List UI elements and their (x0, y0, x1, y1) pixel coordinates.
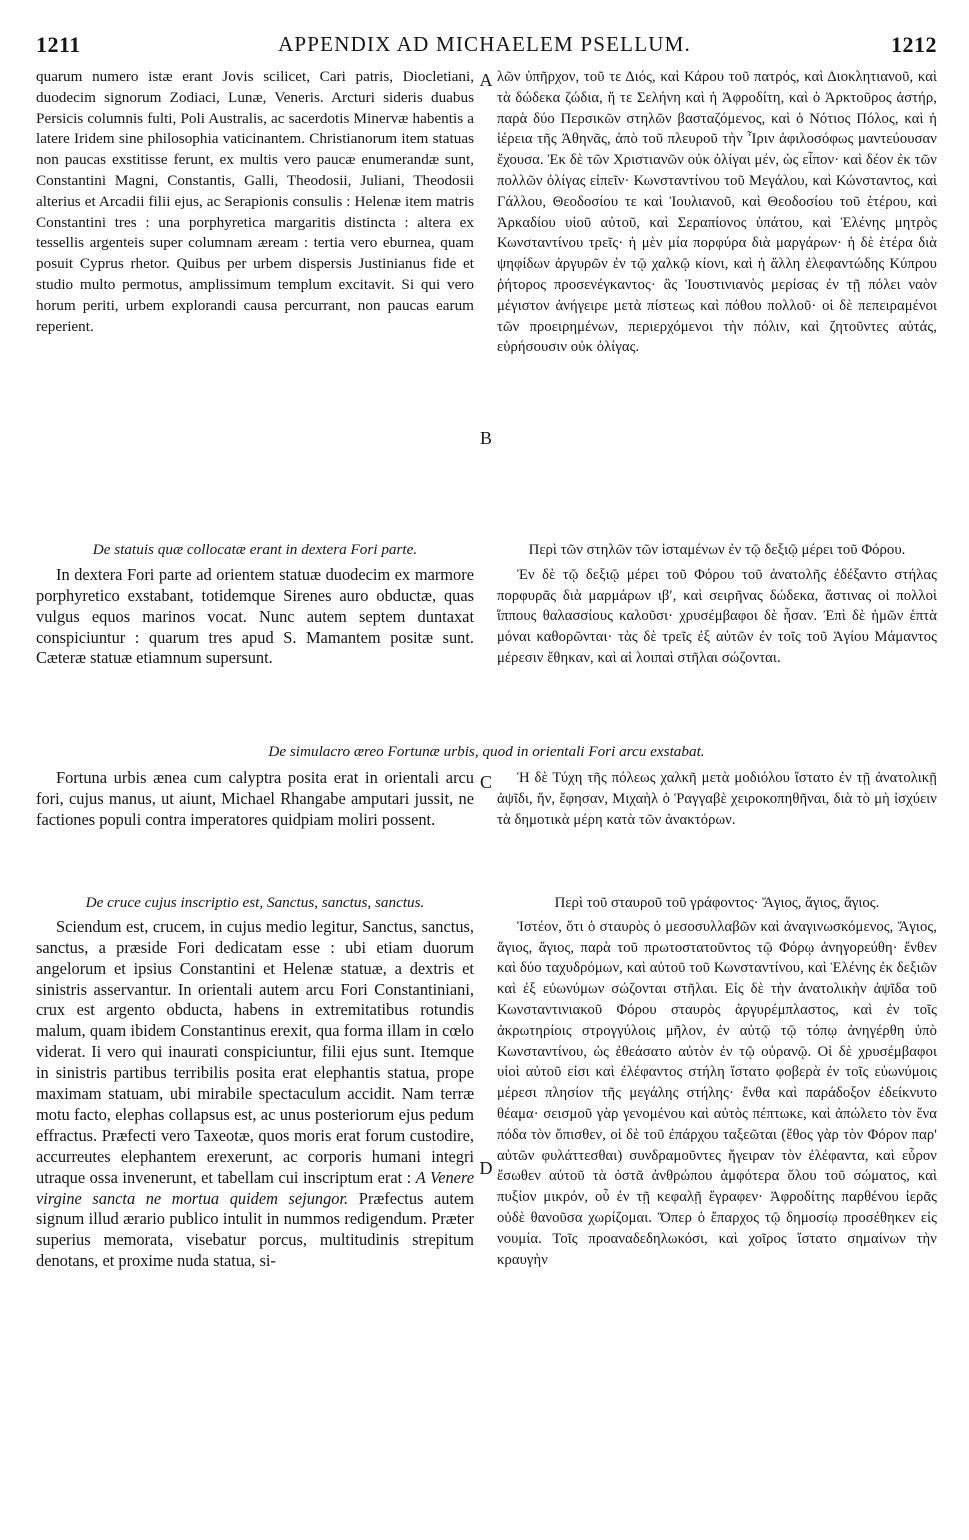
section-heading-greek: Περὶ τοῦ σταυροῦ τοῦ γράφοντος· Ἅγιος, ἅγιος, ἅγιος. (554, 895, 880, 911)
greek-paragraph: λῶν ὑπῆρχον, τοῦ τε Διός, καὶ Κάρου τοῦ πατρός, καὶ Διοκλητιανοῦ, καὶ τὰ δώδεκα ζώδια, ἥ τε Σελήνη καὶ ἡ Ἀφροδίτη, καὶ ὁ Ἀρκτοῦρος ἀστήρ, παρὰ δύο Περσικῶν στηλῶν βασταζόμενος, καὶ ὁ Νότιος Πόλος, καὶ ἡ ἱέρεια τῆς Ἀθηνᾶς, ἀπὸ τοῦ πλευροῦ τὴν Ἶριν ἀφιλοσόφως μαντεύουσαν ἔχουσα. Ἐκ δὲ τῶν Χριστιανῶν οὐκ ὀλίγαι μέν, ὡς εἶπον· καὶ δέον ἐκ τῶν πολλῶν ὀλίγας εἰπεῖν· Κωνσταντίνου τοῦ Μεγάλου, καὶ Κώνσταντος, καὶ Γάλλου, Θεοδοσίου τε καὶ Ἰουλιανοῦ, καὶ Θεοδοσίου τοῦ ἑτέρου, καὶ Ἀρκαδίου υἱοῦ αὐτοῦ, καὶ Σεραπίονος ὑπάτου, καὶ Ἑλένης μητρὸς Κωνσταντίνου τρεῖς· ἡ μὲν μία πορφύρα διὰ μαργάρων· ἡ δὲ ἑτέρα διὰ ψηφίδων ἀργυρῶν ἐν τῷ χαλκῷ κίονι, καὶ ἡ ἄλλη ἐλεφαντώδης Κύπρου ῥήτορος προσενέγκαντος· ἃς Ἰουστινιανὸς μερίσας ἐν τῇ πόλει ναὸν μέγιστον ἀνήγειρε μετὰ πίστεως καὶ πόθου πολλοῦ· οἱ δὲ πεπειραμένοι τῶν προειρημένων, περιερχόμενοι τὴν πόλιν, καὶ ζητοῦντες αὐτάς, εὑρήσουσιν οὐκ ὀλίγας. (497, 69, 937, 356)
latin-column-section-4 (36, 893, 474, 1272)
greek-column-section-1 (497, 67, 937, 358)
margin-marker-d: D (479, 1158, 493, 1178)
greek-column-section-3 (497, 768, 937, 830)
latin-column-section-2 (36, 540, 474, 669)
greek-paragraph: Ἐν δὲ τῷ δεξιῷ μέρει τοῦ Φόρου τοῦ ἀνατολῆς ἐδέξαντο στήλας πορφυρᾶς διὰ μαρμάρων ιβʹ, καὶ σειρῆνας δώδεκα, ἅστινας οἱ πολλοὶ ἵππους θαλασσίους καλοῦσι· χρυσέμβαφοι δὲ ἦσαν. Ἐπὶ δὲ ἡμῶν ἑπτὰ μόναι καθορῶνται· τὰς δὲ τρεῖς ἐξ αὐτῶν ἐν τοῖς τοῦ Ἁγίου Μάμαντος μέρεσιν ἔθηκαν, καὶ αἱ λοιπαὶ στῆλαι σώζονται. (497, 566, 937, 666)
latin-paragraph: Fortuna urbis ænea cum calyptra posita erat in orientali arcu fori, cujus manus, ut aiunt, Michael Rhangabe amputari jussit, ne factiones populi contra imperatores quidpiam moliri possent. (36, 768, 474, 829)
latin-paragraph: quarum numero istæ erant Jovis scilicet, Cari patris, Diocletiani, duodecim signorum Zodiaci, Lunæ, Veneris. Arcturi sideris duabus Persicis columnis fulti, Poli Australis, ac sacerdotis Minervæ habentis a latere Iridem sine philosophia vaticinantem. Christianorum item statuas non paucas exstitisse ferunt, ex multis vero paucæ enumerandæ sunt, Constantini Magni, Constantis, Galli, Theodosii, Juliani, Theodosii alterius et Arcadii filii ejus, ac Serapionis consulis : Helenæ item matris Constantini tres : una porphyretica margaritis distincta : altera ex tessellis argenteis super columnam æream : tertia vero eburnea, quam posuit Cyprus rhetor. Quibus per urbem dispersis Justinianus fide et studio multo permotus, amplissimum templum excitavit. Si qui vero horum periti, urbem explorandi causa percurrant, non paucas earum reperient. (36, 68, 474, 335)
section-heading-fortuna: De simulacro æreo Fortunæ urbis, quod in orientali Fori arcu exstabat. (268, 743, 705, 760)
latin-column-section-1 (36, 67, 474, 337)
latin-column-section-3 (36, 768, 474, 831)
greek-paragraph: Ἡ δὲ Τύχη τῆς πόλεως χαλκῆ μετὰ μοδιόλου ἵστατο ἐν τῇ ἀνατολικῇ ἀψῖδι, ἥν, ἔφησαν, Μιχαὴλ ὁ Ῥαγγαβὲ χειροκοπηθῆναι, διὰ τὸ μὴ ἰσχύειν τὰ δημοτικὰ μέρη κατὰ τῶν ἀνακτόρων. (497, 770, 937, 828)
page-header (0, 0, 969, 70)
running-title: APPENDIX AD MICHAELEM PSELLUM. (278, 32, 691, 56)
greek-column-section-4 (497, 893, 937, 1270)
latin-paragraph: In dextera Fori parte ad orientem statuæ duodecim ex marmore porphyretico exstabant, totidemque Sirenes auro obductæ, quas vulgus equos marinos vocat. Nunc autem septem duntaxat conspiciuntur : quarum tres apud S. Mamantem positæ sunt. Cæteræ statuæ etiamnum supersunt. (36, 564, 474, 668)
latin-paragraph (36, 917, 474, 1272)
page-number-right: 1212 (891, 32, 937, 57)
margin-marker-b: B (479, 428, 492, 448)
margin-marker-c: C (479, 772, 492, 792)
latin-inscription: A Venere virgine sancta ne mortua quidem sejungor. (36, 1167, 474, 1208)
section-heading-greek: Περὶ τῶν στηλῶν τῶν ἱσταμένων ἐν τῷ δεξιῷ μέρει τοῦ Φόρου. (528, 542, 906, 558)
latin-text-end: Præfectus autem signum illud ærario publico intulit in nummos redigendum. Præter superius memorata, visebatur porcus, multitudinis strepitum denotans, et proxime nuda statua, si- (36, 1188, 475, 1271)
latin-text: Sciendum est, crucem, in cujus medio legitur, Sanctus, sanctus, sanctus, a præside Fori dedicatam esse : ubi etiam duorum angelorum et ipsius Constantini et Helenæ statuæ, a dextris et sinistris asservantur. In orientali autem arcu Fori Constantiniani, crux est argento obducta, habens in extremitatibus rotundis malum, quam ibidem Constantinus erexit, qua forma illam in cœlo viderat. Ii vero qui inaurati conspiciuntur, filii ejus sunt. Itemque in sinistris partibus terribilis posita erat elephantis statua, prope maximam statuam, ubi mirabile spectaculum accidit. Nam terræ motu facto, elephas collapsus est, ac unus posteriorum ejus pedum effractus. Præfecti vero Taxeotæ, quos moris erat forum custodire, accurreutes elephantem erexerunt, ac corporis humani integri utraque ossa invenerunt, et tabellam cui inscriptum erat : (36, 916, 474, 1187)
section-heading-latin: De statuis quæ collocatæ erant in dextera Fori parte. (92, 541, 418, 558)
margin-marker-a: A (479, 70, 493, 90)
greek-paragraph: Ἰστέον, ὅτι ὁ σταυρὸς ὁ μεσοσυλλαβῶν καὶ ἀναγινωσκόμενος, Ἅγιος, ἅγιος, ἅγιος, παρὰ τοῦ πρωτοστατοῦντος τῷ Φόρῳ ἀνηγορεύθη· ἔνθεν καὶ δύο ταχυδρόμων, καὶ αὐτοῦ τοῦ Κωνσταντίνου, καὶ Ἑλένης ἐκ δεξιῶν καὶ ἐξ εὐωνύμων σώζονται στῆλαι. Εἰς δὲ τὴν ἀνατολικὴν ἀψῖδα τοῦ Κωνσταντινιακοῦ Φόρου σταυρὸς ἀργυρέμπλαστος, καὶ ἐν τοῖς ἀκρωτηρίοις στρογγύλοις μῆλον, ἐν αὐτῷ τῷ τόπῳ ἀνηγέρθη ὑπὸ Κωνσταντίνου, ὡς ἐθεάσατο αὐτὸν ἐν τῷ οὐρανῷ. Οἱ δὲ χρυσέμβαφοι υἱοὶ αὐτοῦ εἰσι καὶ ἐλέφαντος στήλη ἵστατο φοβερὰ ἐν τοῖς εὐωνύμοις μέρεσι πλησίον τῆς μεγάλης στήλης· ἔνθα καὶ παράδοξον ἐδείκνυτο θέαμα· σεισμοῦ γὰρ γενομένου καὶ αὐτὸς πέπτωκε, καὶ ἀπώλετο τὸν ἕνα πόδα τὸν ὄπισθεν, οἱ δὲ τοῦ ἐπάρχου ταξεῶται (ἔθος γὰρ τὸν Φόρον παρ' αὐτῶν φυλάττεσθαι) συνδραμοῦντες ἤγειραν τὸν ἐλέφαντα, καὶ εὗρον ἔσωθεν αὐτοῦ τὰ ὀστᾶ ἀνθρώπου ἀμφότερα ὅλου τοῦ σώματος, καὶ πυξίον μικρόν, οὗ ἐν τῇ κεφαλῇ ἔγραφεν· Ἀφροδίτης παρθένου ἱερᾶς οὐδὲ θανοῦσα χωρίζομαι. Ὅπερ ὁ ἔπαρχος τῷ δημοσίῳ προσέθηκεν εἰς νουμία. Τοῖς προαναδεδηλωκόσι, καὶ χοῖρος ἵστατο σημαίνων τὴν κραυγὴν (497, 918, 937, 1268)
greek-column-section-2 (497, 540, 937, 669)
page-number-left: 1211 (36, 32, 81, 57)
section-heading-latin: De cruce cujus inscriptio est, Sanctus, sanctus, sanctus. (85, 894, 425, 911)
